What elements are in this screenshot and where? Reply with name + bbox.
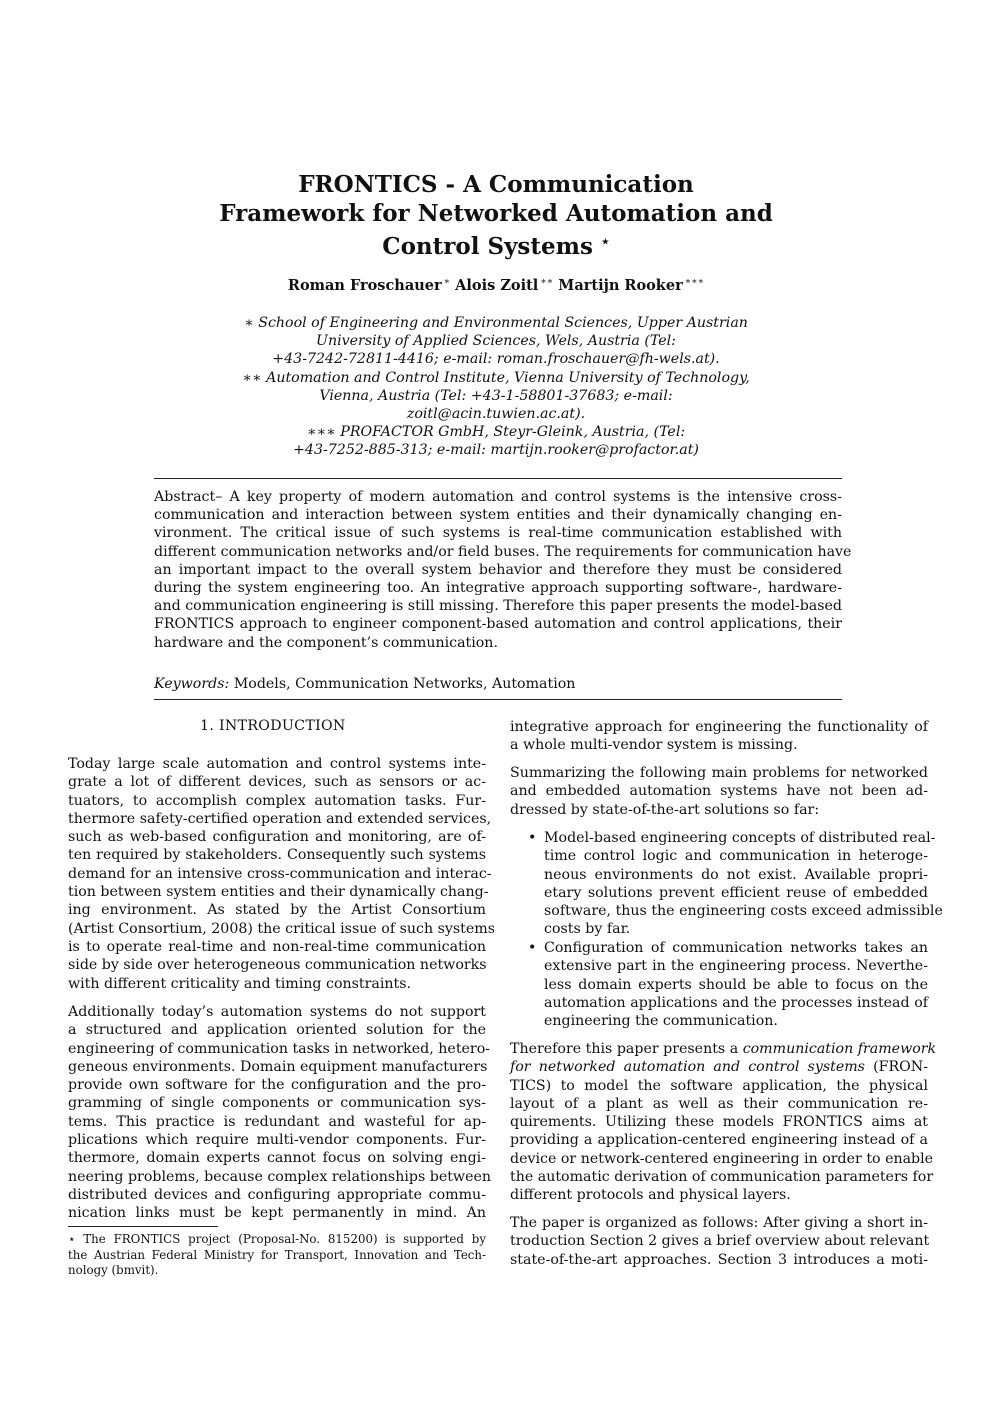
- bullet-item-2: [528, 939, 928, 1030]
- text-line: Summarizing the following main problems for networked: [510, 765, 928, 781]
- author-name: Roman Froschauer: [287, 276, 442, 294]
- text-line: dressed by state-of-the-art solutions so far:: [510, 801, 820, 818]
- text-line: software, thus the engineering costs exceed admissible: [544, 903, 943, 920]
- text-segment: Therefore this paper presents a: [510, 1041, 739, 1057]
- text-line: tems. This practice is redundant and wasteful for ap-: [68, 1113, 486, 1130]
- right-paragraph-2: [510, 1040, 937, 1205]
- text-line: with different criticality and timing constraints.: [68, 975, 412, 992]
- abstract: [154, 488, 852, 652]
- text-line: gramming of single components or communication sys-: [68, 1095, 486, 1112]
- text-line: providing a application-centered engineering instead of a: [510, 1132, 928, 1149]
- keywords-text: Models, Communication Networks, Automation: [233, 676, 576, 692]
- text-line: side by side over heterogeneous communication networks: [68, 957, 487, 974]
- abstract-line: communication and interaction between system entities and their dynamically changing en-: [154, 507, 842, 524]
- text-line: state-of-the-art approaches. Section 3 introduces a moti-: [510, 1251, 928, 1268]
- text-line: a structured and application oriented solution for the: [68, 1022, 486, 1039]
- bullet-item-1: [528, 829, 943, 939]
- abstract-line: hardware and the component’s communication.: [154, 634, 498, 651]
- author-list: [0, 276, 992, 294]
- text-line: a whole multi-vendor system is missing.: [510, 737, 798, 754]
- text-line: time control logic and communication in heteroge-: [544, 848, 928, 865]
- text-line: extensive part in the engineering process. Neverthe-: [544, 958, 928, 975]
- text-line: geneous environments. Domain equipment manufacturers: [68, 1058, 488, 1075]
- text-line: Today large scale automation and control systems inte-: [68, 756, 486, 772]
- text-line: provide own software for the configuration and the pro-: [68, 1077, 486, 1094]
- text-line: Configuration of communication networks takes an: [544, 940, 928, 956]
- emphasis-text: for networked automation and control systems: [510, 1059, 865, 1076]
- left-paragraph-2: [68, 1003, 491, 1223]
- right-paragraph-0: [510, 718, 928, 755]
- text-line: and embedded automation systems have not been ad-: [510, 783, 928, 800]
- text-line: distributed devices and configuring appropriate commu-: [68, 1186, 486, 1203]
- abstract-line: during the system engineering too. An integrative approach supporting software-, hardware-: [154, 580, 842, 597]
- right-paragraph-3: [510, 1214, 928, 1269]
- bullet-icon: •: [528, 940, 537, 956]
- keywords-label: Keywords:: [154, 676, 230, 692]
- right-paragraph-1: [510, 764, 928, 819]
- affiliation-line: ∗∗∗ PROFACTOR GmbH, Steyr-Gleink, Austria, (Tel:: [306, 424, 686, 441]
- text-line: tion between system entities and their dynamically chang-: [68, 884, 489, 901]
- abstract-top-rule: [154, 478, 842, 479]
- author-name: Martijn Rooker: [558, 276, 683, 294]
- abstract-line: an important impact to the overall system behavior and therefore they must be considered: [154, 561, 842, 578]
- text-line: Additionally today’s automation systems do not support: [68, 1004, 486, 1020]
- affiliation-line: +43-7242-72811-4416; e-mail: roman.froschauer@fh-wels.at).: [272, 351, 720, 368]
- text-line: such as web-based configuration and monitoring, are of-: [68, 829, 486, 846]
- text-line: troduction Section 2 gives a brief overview about relevant: [510, 1233, 930, 1250]
- text-line: layout of a plant as well as their communication re-: [510, 1095, 928, 1112]
- text-segment: (FRON-: [873, 1059, 929, 1076]
- text-line: automation applications and the processes instead of: [544, 994, 928, 1011]
- footnote-line: the Austrian Federal Ministry for Transport, Innovation and Tech-: [68, 1247, 486, 1262]
- text-line: grate a lot of different devices, such as sensors or ac-: [68, 774, 486, 791]
- text-line: quirements. Utilizing these models FRONTICS aims at: [510, 1114, 928, 1131]
- footnote-line: ⋆ The FRONTICS project (Proposal-No. 815200) is supported by: [68, 1232, 486, 1246]
- text-line: costs by far.: [544, 921, 631, 938]
- text-line: [510, 1058, 928, 1076]
- bullet-icon: •: [528, 830, 537, 846]
- affiliations: [196, 314, 796, 460]
- affiliation-line: University of Applied Sciences, Wels, Austria (Tel:: [316, 333, 676, 350]
- text-line: nication links must be kept permanently in mind. An: [68, 1205, 486, 1222]
- affiliation-line: +43-7252-885-313; e-mail: martijn.rooker@profactor.at): [293, 442, 699, 459]
- text-line: demand for an intensive cross-communication and interac-: [68, 865, 492, 882]
- emphasis-text: communication framework: [742, 1041, 937, 1057]
- keywords: [154, 676, 575, 692]
- author-mark: ∗: [443, 276, 451, 287]
- text-line: the automatic derivation of communication parameters for: [510, 1169, 934, 1186]
- text-line: engineering the communication.: [544, 1013, 778, 1030]
- text-line: [510, 1040, 937, 1058]
- text-line: The paper is organized as follows: After giving a short in-: [510, 1215, 928, 1231]
- footnote-line: nology (bmvit).: [68, 1263, 159, 1277]
- author-mark: ∗∗∗: [684, 276, 705, 287]
- text-line: tuators, to accomplish complex automation tasks. Fur-: [68, 792, 486, 809]
- text-line: less domain experts should be able to focus on the: [544, 976, 928, 993]
- author-mark: ∗∗: [540, 276, 554, 287]
- text-line: neering problems, because complex relationships between: [68, 1168, 491, 1185]
- title-line: Framework for Networked Automation and: [219, 200, 773, 227]
- abstract-line: and communication engineering is still missing. Therefore this paper presents the model-based: [154, 598, 842, 615]
- text-line: integrative approach for engineering the functionality of: [510, 719, 928, 735]
- text-line: etary solutions prevent efficient reuse of embedded: [544, 884, 928, 901]
- abstract-line: vironment. The critical issue of such systems is real-time communication established with: [154, 525, 842, 542]
- text-line: engineering of communication tasks in networked, hetero-: [68, 1040, 491, 1057]
- footnote: [68, 1232, 486, 1279]
- section-heading: 1. INTRODUCTION: [200, 718, 346, 734]
- text-line: ing environment. As stated by the Artist Consortium: [68, 902, 486, 919]
- text-line: TICS) to model the software application, the physical: [510, 1077, 928, 1094]
- text-line: Model-based engineering concepts of distributed real-: [544, 830, 936, 846]
- affiliation-line: zoitl@acin.tuwien.ac.at).: [406, 406, 586, 423]
- paper-title: [0, 170, 992, 261]
- title-line-text: Control Systems: [382, 233, 593, 260]
- text-line: thermore, domain experts cannot focus on solving engi-: [68, 1150, 486, 1167]
- text-line: plications which require multi-vendor components. Fur-: [68, 1132, 486, 1149]
- abstract-line: different communication networks and/or field buses. The requirements for communication have: [154, 543, 852, 560]
- left-paragraph-1: [68, 755, 495, 993]
- text-line: is to operate real-time and non-real-time communication: [68, 938, 486, 955]
- text-line: ten required by stakeholders. Consequently such systems: [68, 847, 486, 864]
- text-line: different protocols and physical layers.: [510, 1187, 791, 1204]
- affiliation-line: ∗∗ Automation and Control Institute, Vienna University of Technology,: [242, 369, 750, 386]
- footnote-rule: [68, 1226, 218, 1227]
- title-line: FRONTICS - A Communication: [298, 171, 694, 198]
- title-line: [0, 228, 992, 261]
- author-name: Alois Zoitl: [455, 276, 539, 294]
- affiliation-line: Vienna, Austria (Tel: +43-1-58801-37683; e-mail:: [319, 387, 673, 404]
- title-footnote-mark: ⋆: [600, 234, 610, 250]
- text-line: device or network-centered engineering in order to enable: [510, 1150, 934, 1167]
- abstract-line: FRONTICS approach to engineer component-based automation and control applications, their: [154, 616, 842, 633]
- affiliation-line: ∗ School of Engineering and Environmental Sciences, Upper Austrian: [244, 315, 748, 331]
- abstract-bottom-rule: [154, 699, 842, 700]
- text-line: thermore safety-certified operation and extended services,: [68, 810, 492, 827]
- text-line: (Artist Consortium, 2008) the critical issue of such systems: [68, 920, 495, 937]
- abstract-line: Abstract– A key property of modern automation and control systems is the intensive cross-: [154, 489, 842, 505]
- text-line: neous environments do not exist. Available propri-: [544, 866, 928, 883]
